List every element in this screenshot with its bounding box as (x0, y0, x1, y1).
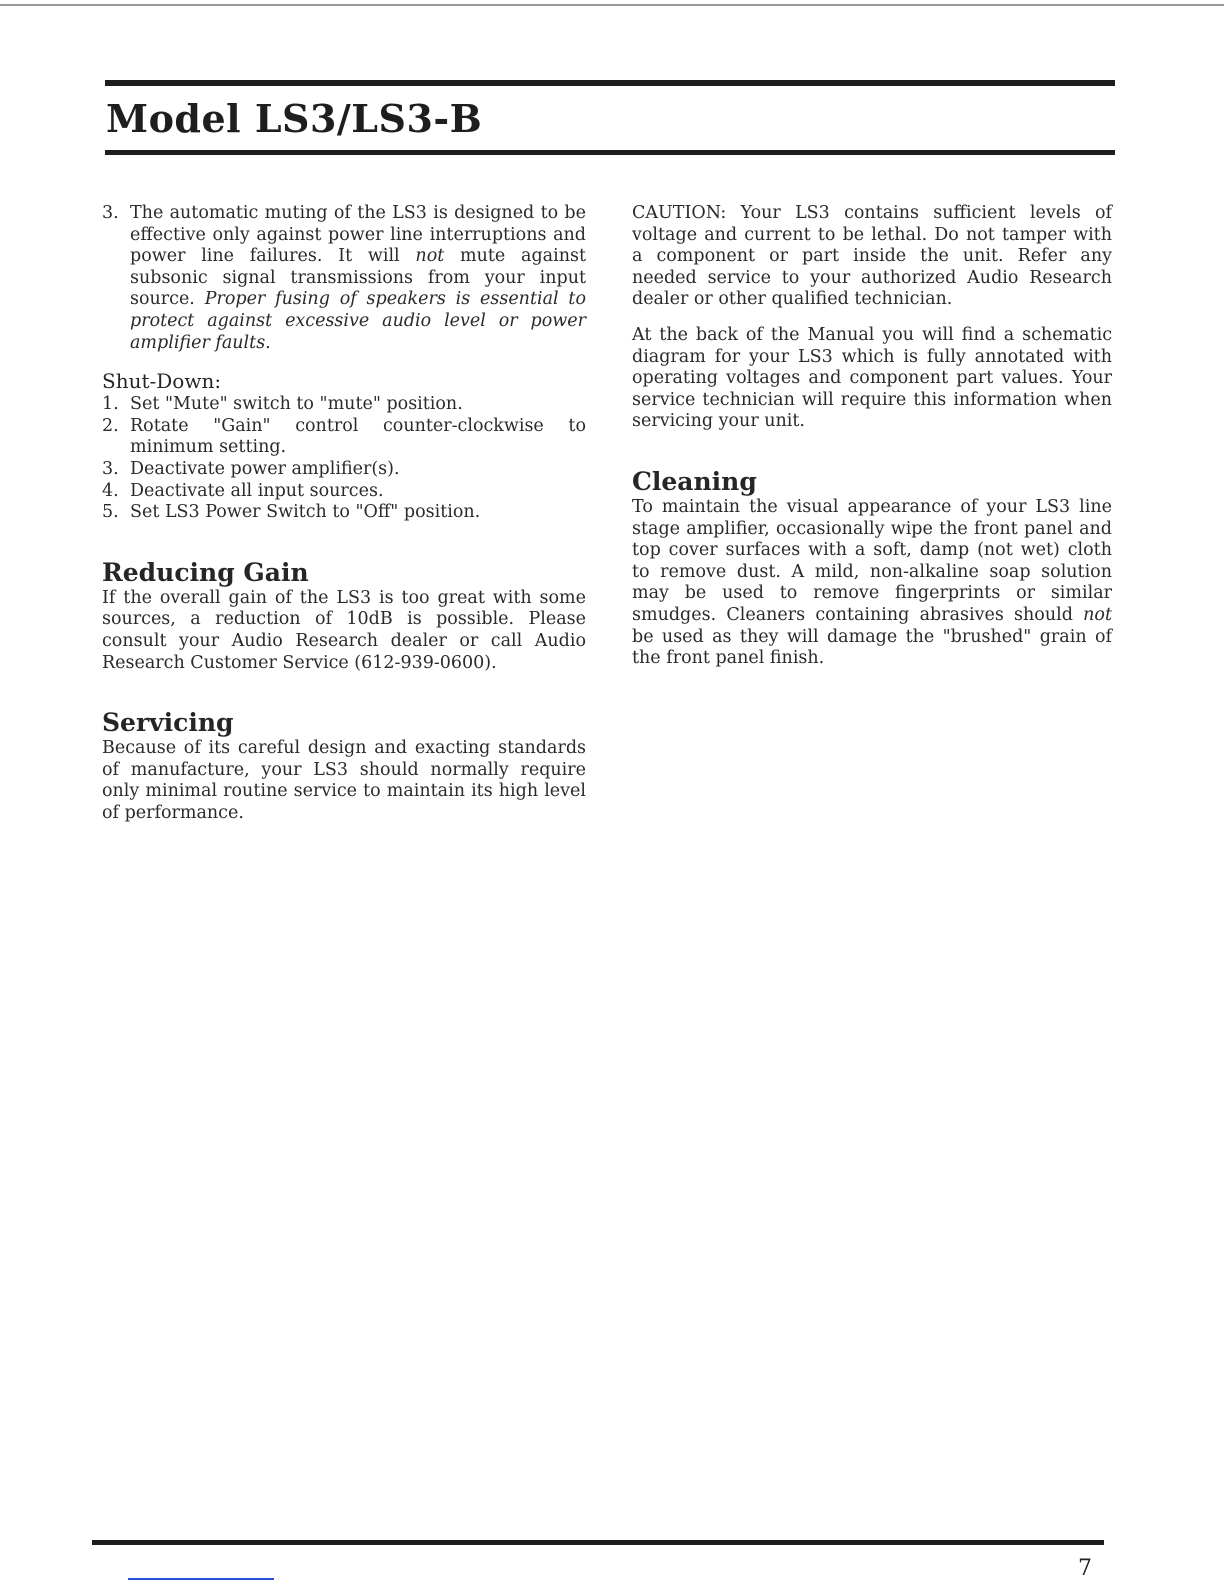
muting-italic-note: Proper fusing of speakers is essential to protect against excessive audio level or power amplifier faults. (130, 289, 586, 353)
servicing-heading: Servicing (102, 708, 234, 738)
list-item-text: Rotate "Gain" control counter-clockwise to minimum setting. (130, 415, 586, 458)
list-item-text: Deactivate all input sources. (130, 480, 384, 501)
muting-paragraph (102, 203, 586, 354)
shutdown-heading: Shut-Down: (102, 369, 222, 394)
muting-number: 3. (102, 203, 119, 223)
top-edge-line (0, 4, 1224, 6)
list-item (102, 394, 586, 416)
shutdown-list (102, 394, 586, 524)
muting-text-before: The automatic muting of the LS3 is designed to be effective only against power line interruptions and power line failures. It will (130, 203, 586, 267)
cleaning-heading: Cleaning (632, 466, 757, 496)
page-number: 7 (1078, 1556, 1092, 1581)
right-column (632, 203, 1112, 670)
reducing-gain-heading: Reducing Gain (102, 557, 309, 587)
header-rule-bottom (105, 150, 1115, 155)
cleaning-emphasis: not (1083, 604, 1112, 625)
list-item-text: Set LS3 Power Switch to "Off" position. (130, 502, 481, 523)
list-item-number: 4. (102, 480, 119, 501)
caution-text: CAUTION: Your LS3 contains sufficient levels of voltage and current to be lethal. Do not tamper with a component or part inside the unit. Refer any needed service to your authorized Audio Research dealer or other qualified technician. (632, 203, 1112, 310)
cleaning-text-after: be used as they will damage the "brushed" grain of the front panel finish. (632, 626, 1112, 669)
list-item-number: 2. (102, 415, 119, 436)
left-column (102, 203, 586, 824)
cleaning-text (632, 497, 1112, 670)
schematic-text: At the back of the Manual you will find a schematic diagram for your LS3 which is fully annotated with operating voltages and component part values. Your service technician will require this information when servicing your unit. (632, 324, 1112, 432)
list-item-number: 1. (102, 394, 119, 415)
page-title: Model LS3/LS3-B (106, 96, 483, 141)
list-item-number: 5. (102, 502, 119, 523)
list-item-text: Deactivate power amplifier(s). (130, 458, 400, 479)
header-rule-top (105, 80, 1115, 86)
footer-link-underline (128, 1578, 274, 1580)
list-item (102, 481, 586, 503)
list-item-number: 3. (102, 458, 119, 479)
servicing-text: Because of its careful design and exacting standards of manufacture, your LS3 should normally require only minimal routine service to maintain its high level of performance. (102, 738, 586, 823)
cleaning-text-before: To maintain the visual appearance of your LS3 line stage amplifier, occasionally wipe the front panel and top cover surfaces with a soft, damp (not wet) cloth to remove dust. A mild, non-alkaline soap solution may be used to remove fingerprints or similar smudges. Cleaners containing abrasives should (632, 496, 1112, 625)
list-item (102, 459, 586, 481)
footer-rule (92, 1540, 1104, 1545)
reducing-gain-text: If the overall gain of the LS3 is too great with some sources, a reduction of 10dB is possible. Please consult your Audio Research dealer or call Audio Research Customer Service (612-939-0600). (102, 587, 586, 673)
muting-emphasis: not (415, 246, 445, 267)
list-item (102, 416, 586, 459)
list-item-text: Set "Mute" switch to "mute" position. (130, 394, 463, 415)
muting-text-after: mute against subsonic signal transmissions from your input source. (130, 246, 586, 310)
list-item (102, 502, 586, 524)
